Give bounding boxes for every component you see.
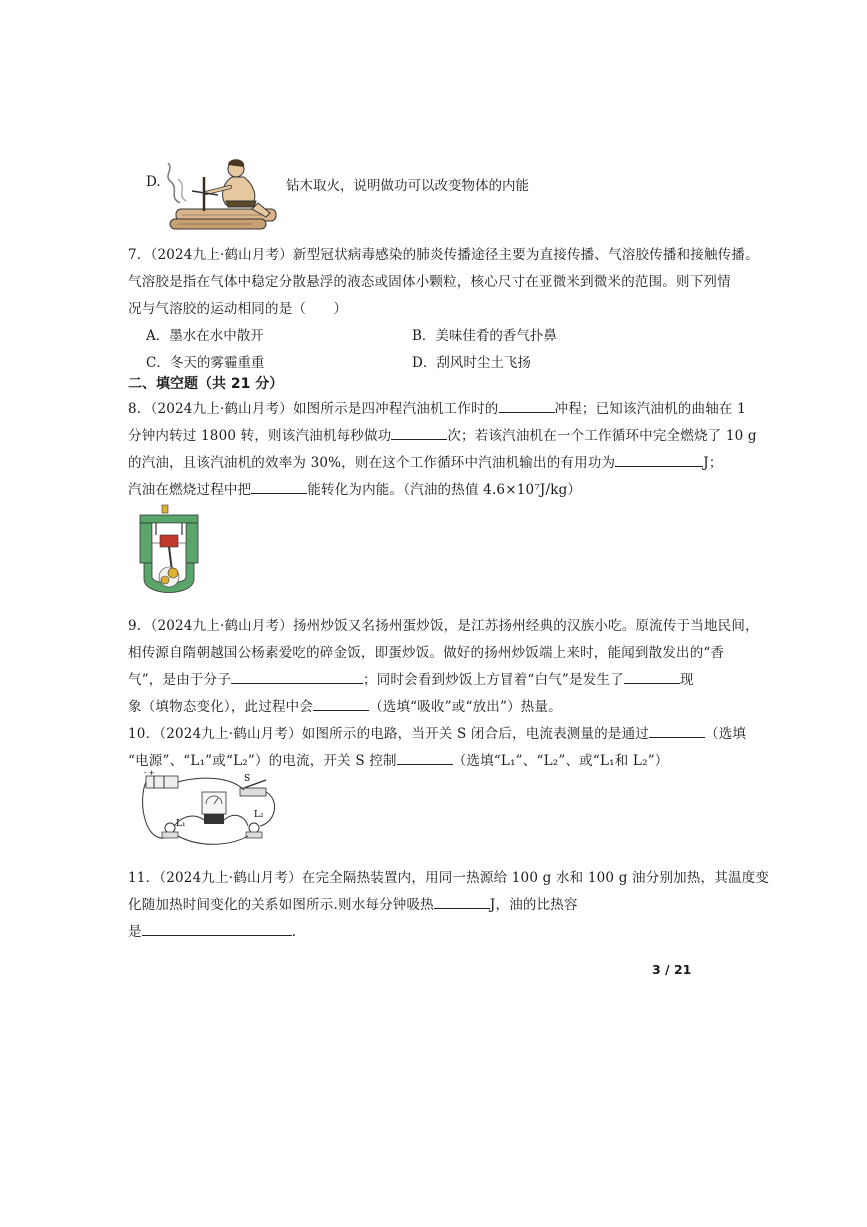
q9-text: 现 [679, 672, 694, 688]
answer-blank[interactable] [391, 427, 447, 440]
bulb-l2-label: L₂ [254, 810, 264, 820]
q8-text: 汽油在燃烧过程中把 [128, 482, 252, 498]
answer-blank[interactable] [142, 923, 292, 936]
q8-text: 能转化为内能。（汽油的热值 4.6×10⁷J/kg） [307, 482, 582, 498]
q8-text: 次；若该汽油机在一个工作循环中完全燃烧了 10 g [447, 428, 757, 444]
q7-option-a: A．墨水在水中散开 [146, 328, 264, 344]
q9-line-4 [128, 695, 562, 715]
answer-blank[interactable] [624, 671, 680, 684]
q7-option-d: D．刮风时尘土飞扬 [412, 355, 531, 371]
q9-line-1: 9．（2024九上·鹤山月考）扬州炒饭又名扬州蛋炒饭，是江苏扬州经典的汉族小吃。原流传于当地民间， [128, 618, 759, 634]
q11-line-1: 11．（2024九上·鹤山月考）在完全隔热装置内，用同一热源给 100 g 水和 100 g 油分别加热，其温度变 [128, 870, 770, 886]
circuit-diagram [140, 770, 280, 850]
q11-line-2 [128, 893, 578, 913]
q10-text: 10．（2024九上·鹤山月考）如图所示的电路，当开关 S 闭合后，电流表测量的是通过 [128, 726, 650, 742]
engine-cylinder-diagram [138, 505, 200, 595]
q8-line-2 [128, 424, 757, 444]
q8-line-3 [128, 451, 723, 471]
q8-line-4 [128, 478, 581, 498]
answer-blank[interactable] [397, 752, 453, 765]
drill-fire-illustration [162, 157, 282, 233]
answer-blank[interactable] [251, 481, 307, 494]
q9-text: 气”，是由于分子 [128, 672, 232, 688]
answer-blank[interactable] [313, 698, 369, 711]
q7-line-2: 气溶胶是指在气体中稳定分散悬浮的液态或固体小颗粒，核心尺寸在亚微米到微米的范围。则下列情 [128, 274, 731, 290]
q10-line-1 [128, 722, 746, 742]
answer-blank[interactable] [615, 454, 703, 467]
q9-text: ；同时会看到炒饭上方冒着“白气”是发生了 [363, 672, 624, 688]
q6-option-d-text: 钻木取火，说明做功可以改变物体的内能 [286, 178, 529, 194]
q7-option-b: B．美味佳肴的香气扑鼻 [412, 328, 557, 344]
q8-text: J； [703, 455, 723, 471]
q11-text: J，油的比热容 [489, 897, 578, 913]
answer-blank[interactable] [649, 725, 705, 738]
bulb-l1-label: L₁ [176, 819, 186, 829]
q7-option-c: C．冬天的雾霾重重 [146, 355, 265, 371]
switch-s-label: S [244, 774, 251, 784]
q6-option-d-label: D. [146, 174, 161, 190]
q10-text: （选填 [705, 726, 747, 742]
q7-line-1: 7．（2024九上·鹤山月考）新型冠状病毒感染的肺炎传播途径主要为直接传播、气溶胶传播和接触传播。 [128, 247, 759, 263]
q9-text: （选填“吸收”或“放出”）热量。 [369, 699, 562, 715]
q8-text: 分钟内转过 1800 转，则该汽油机每秒做功 [128, 428, 392, 444]
q8-text: 冲程；已知该汽油机的曲轴在 1 [554, 401, 746, 417]
page-number: 3 / 21 [652, 962, 692, 977]
q10-line-2 [128, 749, 669, 769]
q11-text: . [291, 924, 297, 940]
answer-blank[interactable] [434, 896, 490, 909]
q9-line-3 [128, 668, 694, 688]
svg-text:- +: - + [144, 769, 155, 777]
q11-line-3 [128, 920, 296, 940]
q10-text: （选填“L₁”、“L₂”、或“L₁和 L₂”） [452, 753, 669, 769]
q8-text: 8．（2024九上·鹤山月考）如图所示是四冲程汽油机工作时的 [128, 401, 499, 417]
q10-text: “电源”、“L₁”或“L₂”）的电流，开关 S 控制 [128, 753, 397, 769]
q8-text: 的汽油，且该汽油机的效率为 30%，则在这个工作循环中汽油机输出的有用功为 [128, 455, 616, 471]
answer-blank[interactable] [499, 400, 555, 413]
q11-text: 化随加热时间变化的关系如图所示.则水每分钟吸热 [128, 897, 434, 913]
section-2-title: 二、填空题（共 21 分） [128, 376, 284, 392]
q8-line-1 [128, 397, 746, 417]
q7-line-3: 况与气溶胶的运动相同的是（ ） [128, 301, 348, 317]
q9-line-2: 相传源自隋朝越国公杨素爱吃的碎金饭，即蛋炒饭。做好的扬州炒饭端上来时，能闻到散发出的“香 [128, 645, 725, 661]
answer-blank[interactable] [231, 671, 363, 684]
q9-text: 象（填物态变化），此过程中会 [128, 699, 314, 715]
q11-text: 是 [128, 924, 142, 940]
